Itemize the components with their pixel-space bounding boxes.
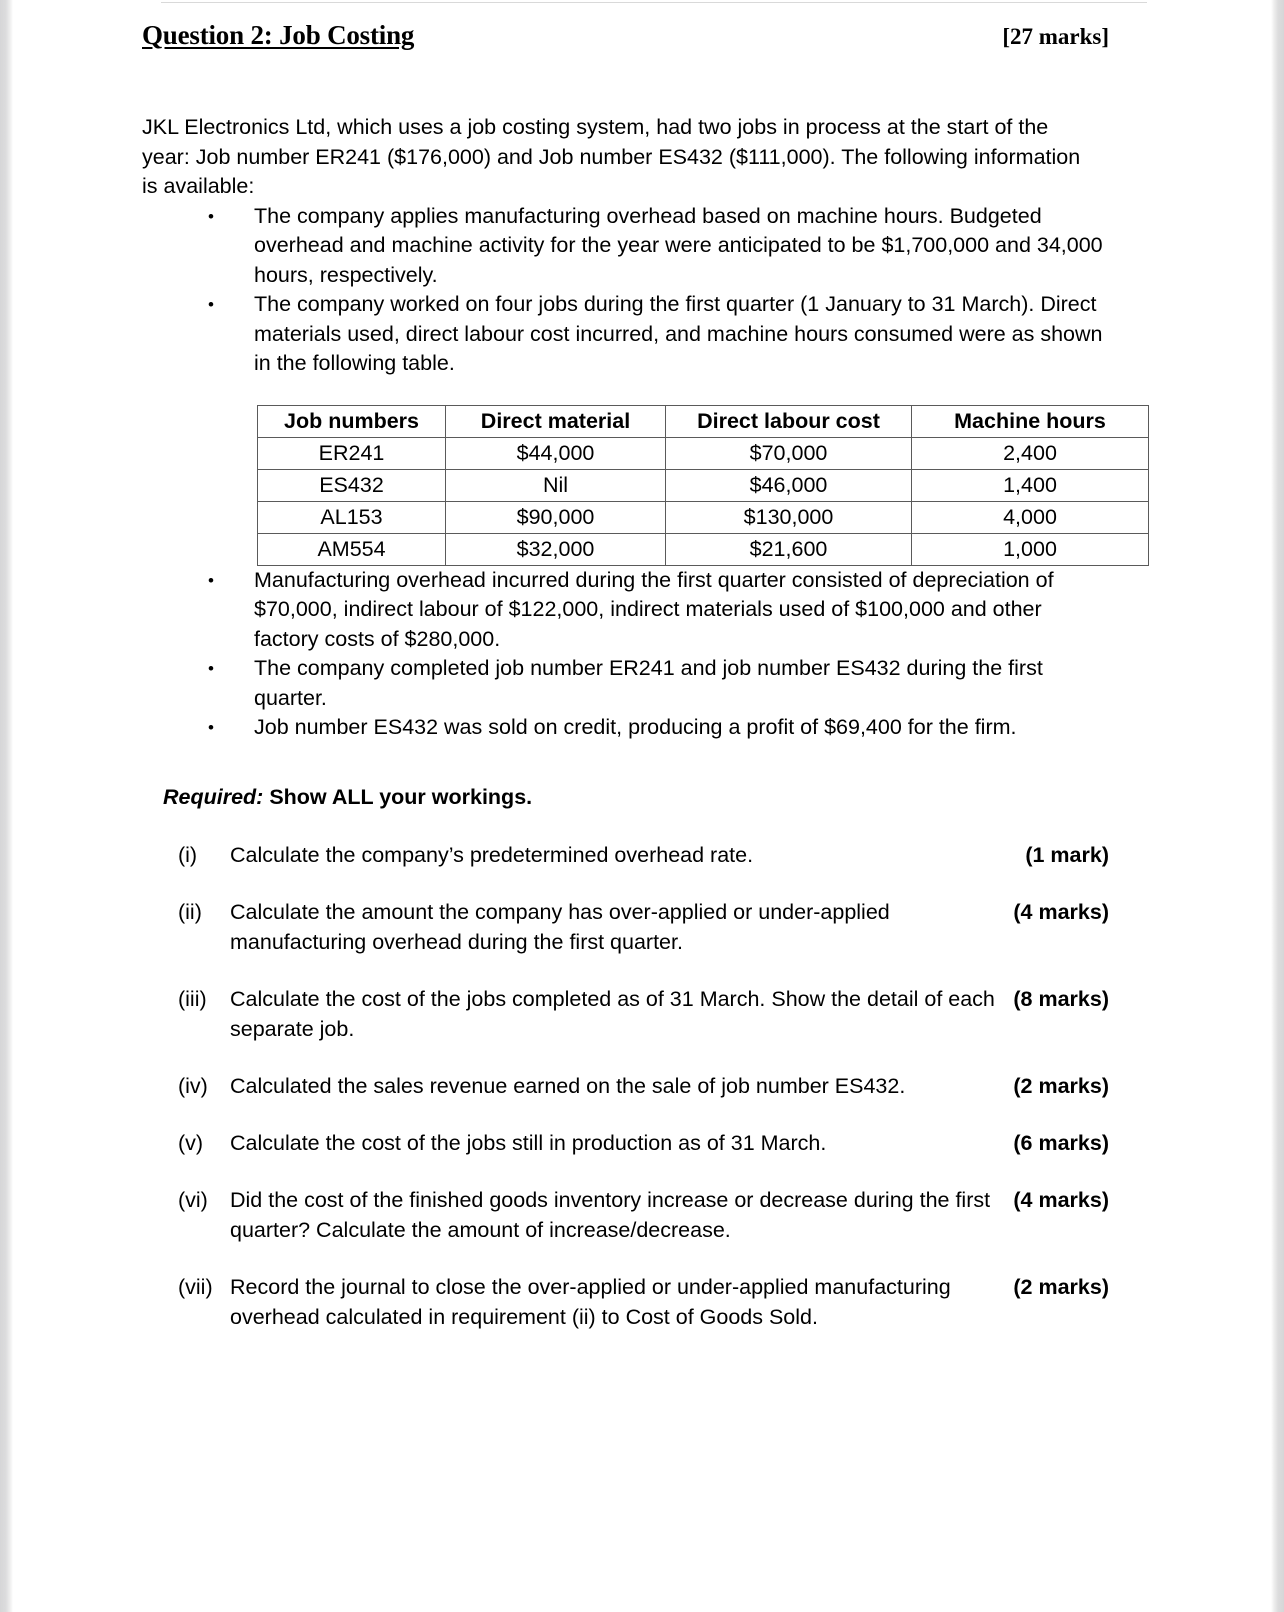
column-header-job-numbers: Job numbers bbox=[258, 405, 446, 437]
table-row bbox=[258, 533, 1149, 565]
required-line bbox=[163, 783, 1109, 813]
cell-direct-labour-cost: $46,000 bbox=[666, 469, 912, 501]
requirement-body bbox=[230, 897, 1109, 957]
cell-direct-material: Nil bbox=[446, 469, 666, 501]
required-instruction: Show ALL your workings. bbox=[269, 784, 533, 809]
requirement-item-i bbox=[178, 840, 1109, 870]
requirement-item-iv bbox=[178, 1071, 1109, 1101]
requirement-number: (i) bbox=[178, 843, 198, 867]
question-total-marks: [27 marks] bbox=[1002, 24, 1109, 49]
requirement-body bbox=[230, 1272, 1109, 1332]
question-heading-row bbox=[142, 20, 1109, 51]
requirement-marks: (4 marks) bbox=[1013, 1188, 1109, 1212]
bullet-list-after-table bbox=[142, 566, 1109, 743]
requirement-text: Calculate the amount the company has over-applied or under-applied manufacturing overhead during the first quarter. bbox=[230, 900, 890, 954]
requirement-number: (v) bbox=[178, 1131, 204, 1155]
cell-job-number: AL153 bbox=[258, 501, 446, 533]
cell-job-number: ER241 bbox=[258, 437, 446, 469]
requirement-marks: (1 mark) bbox=[1025, 843, 1109, 867]
requirement-number: (vi) bbox=[178, 1188, 208, 1212]
list-item-text: The company worked on four jobs during the first quarter (1 January to 31 March). Direct materials used, direct labour cost incurred, and machine hours consumed were as shown in the following table. bbox=[254, 292, 1103, 375]
table-row bbox=[258, 469, 1149, 501]
requirement-number: (ii) bbox=[178, 900, 202, 924]
requirements-list bbox=[178, 840, 1109, 1332]
requirement-text: Did the cost of the finished goods inventory increase or decrease during the first quarter? Calculate the amount of increase/decrease. bbox=[230, 1188, 991, 1242]
cell-direct-material: $90,000 bbox=[446, 501, 666, 533]
requirement-body bbox=[230, 1128, 1109, 1158]
list-item-text: The company completed job number ER241 and job number ES432 during the first quarter. bbox=[254, 656, 1043, 710]
list-item-text: Manufacturing overhead incurred during the first quarter consisted of depreciation of $70,000, indirect labour of $122,000, indirect materials used of $100,000 and other factory costs of $280,000. bbox=[254, 567, 1054, 651]
jobs-table bbox=[257, 405, 1149, 566]
bullet-dot-icon: • bbox=[208, 659, 214, 678]
bullet-dot-icon: • bbox=[208, 206, 214, 226]
column-header-machine-hours: Machine hours bbox=[912, 405, 1149, 437]
requirement-item-iii bbox=[178, 984, 1109, 1044]
requirement-marks: (6 marks) bbox=[1013, 1131, 1109, 1155]
page-title: Question 2: Job Costing bbox=[142, 20, 415, 50]
page-left-gutter bbox=[0, 0, 13, 1612]
list-item bbox=[142, 654, 1109, 713]
requirement-number: (iv) bbox=[178, 1074, 208, 1098]
requirement-text: Record the journal to close the over-applied or under-applied manufacturing overhead calculated in requirement (ii) to Cost of Goods Sold. bbox=[230, 1275, 951, 1329]
list-item bbox=[142, 566, 1109, 655]
requirement-item-vii bbox=[178, 1272, 1109, 1332]
cell-machine-hours: 1,400 bbox=[912, 469, 1149, 501]
document-page bbox=[13, 0, 1271, 1612]
cell-machine-hours: 2,400 bbox=[912, 437, 1149, 469]
requirement-body bbox=[230, 1185, 1109, 1245]
bullet-dot-icon: • bbox=[208, 570, 214, 590]
bullet-dot-icon: • bbox=[208, 295, 214, 314]
bullet-list-before-table bbox=[142, 202, 1109, 379]
list-item-text: Job number ES432 was sold on credit, producing a profit of $69,400 for the firm. bbox=[254, 715, 1017, 739]
column-header-direct-labour-cost: Direct labour cost bbox=[666, 405, 912, 437]
list-item-text: The company applies manufacturing overhead based on machine hours. Budgeted overhead and machine activity for the year were anticipated to be $1,700,000 and 34,000 hours, respectively. bbox=[254, 203, 1103, 287]
requirement-number: (vii) bbox=[178, 1275, 213, 1299]
bullet-dot-icon: • bbox=[208, 718, 214, 737]
requirement-marks: (8 marks) bbox=[1013, 987, 1109, 1011]
cell-job-number: ES432 bbox=[258, 469, 446, 501]
cell-machine-hours: 4,000 bbox=[912, 501, 1149, 533]
cell-direct-labour-cost: $130,000 bbox=[666, 501, 912, 533]
list-item bbox=[142, 713, 1109, 743]
requirement-marks: (4 marks) bbox=[1013, 900, 1109, 924]
requirement-marks: (2 marks) bbox=[1013, 1275, 1109, 1299]
table-row bbox=[258, 501, 1149, 533]
required-label: Required: bbox=[163, 784, 264, 809]
cell-direct-labour-cost: $21,600 bbox=[666, 533, 912, 565]
requirement-text: Calculate the cost of the jobs completed as of 31 March. Show the detail of each separate job. bbox=[230, 987, 995, 1041]
cell-direct-material: $44,000 bbox=[446, 437, 666, 469]
cell-machine-hours: 1,000 bbox=[912, 533, 1149, 565]
jobs-table-container bbox=[257, 405, 1109, 566]
requirement-marks: (2 marks) bbox=[1013, 1074, 1109, 1098]
cell-job-number: AM554 bbox=[258, 533, 446, 565]
cell-direct-labour-cost: $70,000 bbox=[666, 437, 912, 469]
page-top-divider bbox=[161, 2, 1147, 3]
requirement-number: (iii) bbox=[178, 987, 207, 1011]
cell-direct-material: $32,000 bbox=[446, 533, 666, 565]
intro-paragraph: JKL Electronics Ltd, which uses a job costing system, had two jobs in process at the start of the year: Job number ER241 ($176,000) and Job number ES432 ($111,000). The following information is available: bbox=[142, 115, 1081, 198]
requirement-item-v bbox=[178, 1128, 1109, 1158]
requirement-text: Calculate the company’s predetermined overhead rate. bbox=[230, 843, 754, 867]
list-item bbox=[142, 290, 1109, 379]
column-header-direct-material: Direct material bbox=[446, 405, 666, 437]
table-row bbox=[258, 437, 1149, 469]
requirement-item-vi bbox=[178, 1185, 1109, 1245]
requirement-body bbox=[230, 840, 1109, 870]
requirement-item-ii bbox=[178, 897, 1109, 957]
requirement-text: Calculated the sales revenue earned on the sale of job number ES432. bbox=[230, 1074, 906, 1098]
requirement-body bbox=[230, 1071, 1109, 1101]
table-header-row bbox=[258, 405, 1149, 437]
list-item bbox=[142, 202, 1109, 291]
requirement-text: Calculate the cost of the jobs still in production as of 31 March. bbox=[230, 1131, 827, 1155]
document-content bbox=[142, 20, 1109, 1359]
page-right-gutter bbox=[1271, 0, 1284, 1612]
requirement-body bbox=[230, 984, 1109, 1044]
